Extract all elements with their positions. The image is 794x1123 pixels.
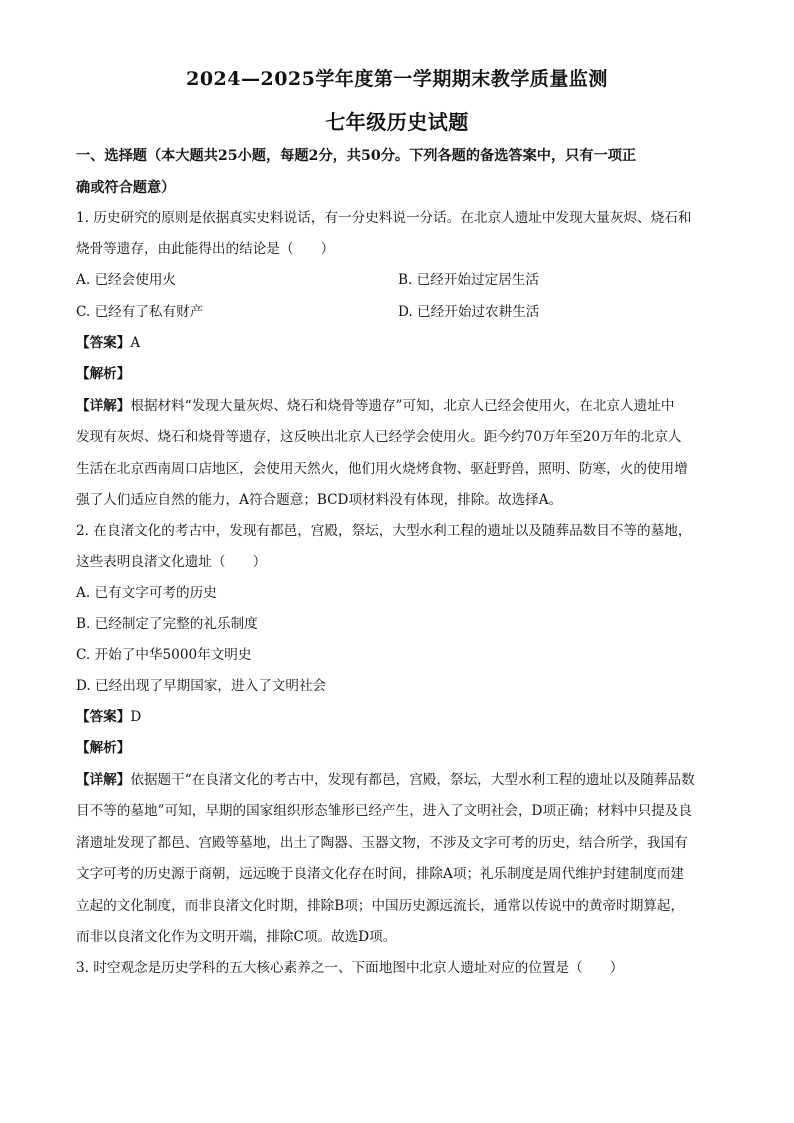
q1-option-c: C. 已经有了私有财产 <box>76 304 204 320</box>
q3-stem-line1: 3. 时空观念是历史学科的五大核心素养之一、下面地图中北京人遗址对应的位置是（ ） <box>76 960 624 976</box>
q2-answer-value: D <box>130 709 142 725</box>
q2-detail-line4: 文字可考的历史源于商朝，远远晚于良渚文化存在时间，排除A项；礼乐制度是周代维护封建制度而建 <box>76 866 684 882</box>
q1-answer-tag: 【答案】 <box>76 335 131 351</box>
q1-analysis-tag: 【解析】 <box>76 366 131 382</box>
q2-stem-line1: 2. 在良渚文化的考古中，发现有都邑，宫殿，祭坛，大型水利工程的遗址以及随葬品数目不等的墓地， <box>76 523 692 539</box>
exam-subtitle: 七年级历史试题 <box>325 110 469 134</box>
q1-detail-line2: 发现有灰烬、烧石和烧骨等遗存，这反映出北京人已经学会使用火。距今约70万年至20万年的北京人 <box>76 429 682 445</box>
q2-detail-tag: 【详解】 <box>76 772 131 788</box>
exam-title: 2024—2025学年度第一学期期末教学质量监测 <box>186 68 608 90</box>
q2-answer <box>76 707 141 727</box>
q2-detail-line2: 目不等的墓地”可知，早期的国家组织形态雏形已经产生，进入了文明社会，D项正确；材料中只提及良 <box>76 803 692 819</box>
q2-option-a: A. 已有文字可考的历史 <box>76 585 217 601</box>
q1-option-d: D. 已经开始过农耕生活 <box>398 304 540 320</box>
q1-stem-line2: 烧骨等遗存，由此能得出的结论是（ ） <box>76 241 335 257</box>
q1-answer-value: A <box>130 335 141 351</box>
q2-detail-line3: 渚遗址发现了都邑、宫殿等墓地，出土了陶器、玉器文物，不涉及文字可考的历史，结合所学，我国有 <box>76 835 688 851</box>
q2-option-b: B. 已经制定了完整的礼乐制度 <box>76 616 258 632</box>
q1-detail-line4: 强了人们适应自然的能力，A符合题意；BCD项材料没有体现，排除。故选择A。 <box>76 492 563 508</box>
q1-detail-tag: 【详解】 <box>76 398 131 414</box>
q2-option-c: C. 开始了中华5000年文明史 <box>76 647 252 663</box>
q2-option-d: D. 已经出现了早期国家，进入了文明社会 <box>76 678 327 694</box>
section-heading-line2: 确或符合题意） <box>76 180 176 196</box>
q1-detail-line3: 生活在北京西南周口店地区，会使用天然火，他们用火烧烤食物、驱赶野兽，照明、防寒，火的使用增 <box>76 461 688 477</box>
q2-analysis-tag: 【解析】 <box>76 740 131 756</box>
q2-detail-line1: 【详解】依据题干“在良渚文化的考古中，发现有都邑，宫殿，祭坛，大型水利工程的遗址以及随葬品数 <box>76 772 695 788</box>
q1-stem-line1: 1. 历史研究的原则是依据真实史料说话，有一分史料说一分话。在北京人遗址中发现大量灰烬、烧石和 <box>76 210 692 226</box>
q2-answer-tag: 【答案】 <box>76 709 131 725</box>
q1-option-b: B. 已经开始过定居生活 <box>398 272 539 288</box>
q1-option-a: A. 已经会使用火 <box>76 272 177 288</box>
q1-detail-line1: 【详解】根据材料“发现大量灰烬、烧石和烧骨等遗存”可知，北京人已经会使用火，在北京人遗址中 <box>76 398 675 414</box>
q2-detail-line6: 而非以良渚文化作为文明开端，排除C项。故选D项。 <box>76 929 397 945</box>
section-heading-line1: 一、选择题（本大题共25小题，每题2分，共50分。下列各题的备选答案中，只有一项正 <box>76 148 637 164</box>
q2-detail-line5: 立起的文化制度，而非良渚文化时期，排除B项；中国历史源远流长，通常以传说中的黄帝时期算起， <box>76 898 685 914</box>
q2-stem-line2: 这些表明良渚文化遗址（ ） <box>76 554 267 570</box>
q1-answer <box>76 333 140 353</box>
